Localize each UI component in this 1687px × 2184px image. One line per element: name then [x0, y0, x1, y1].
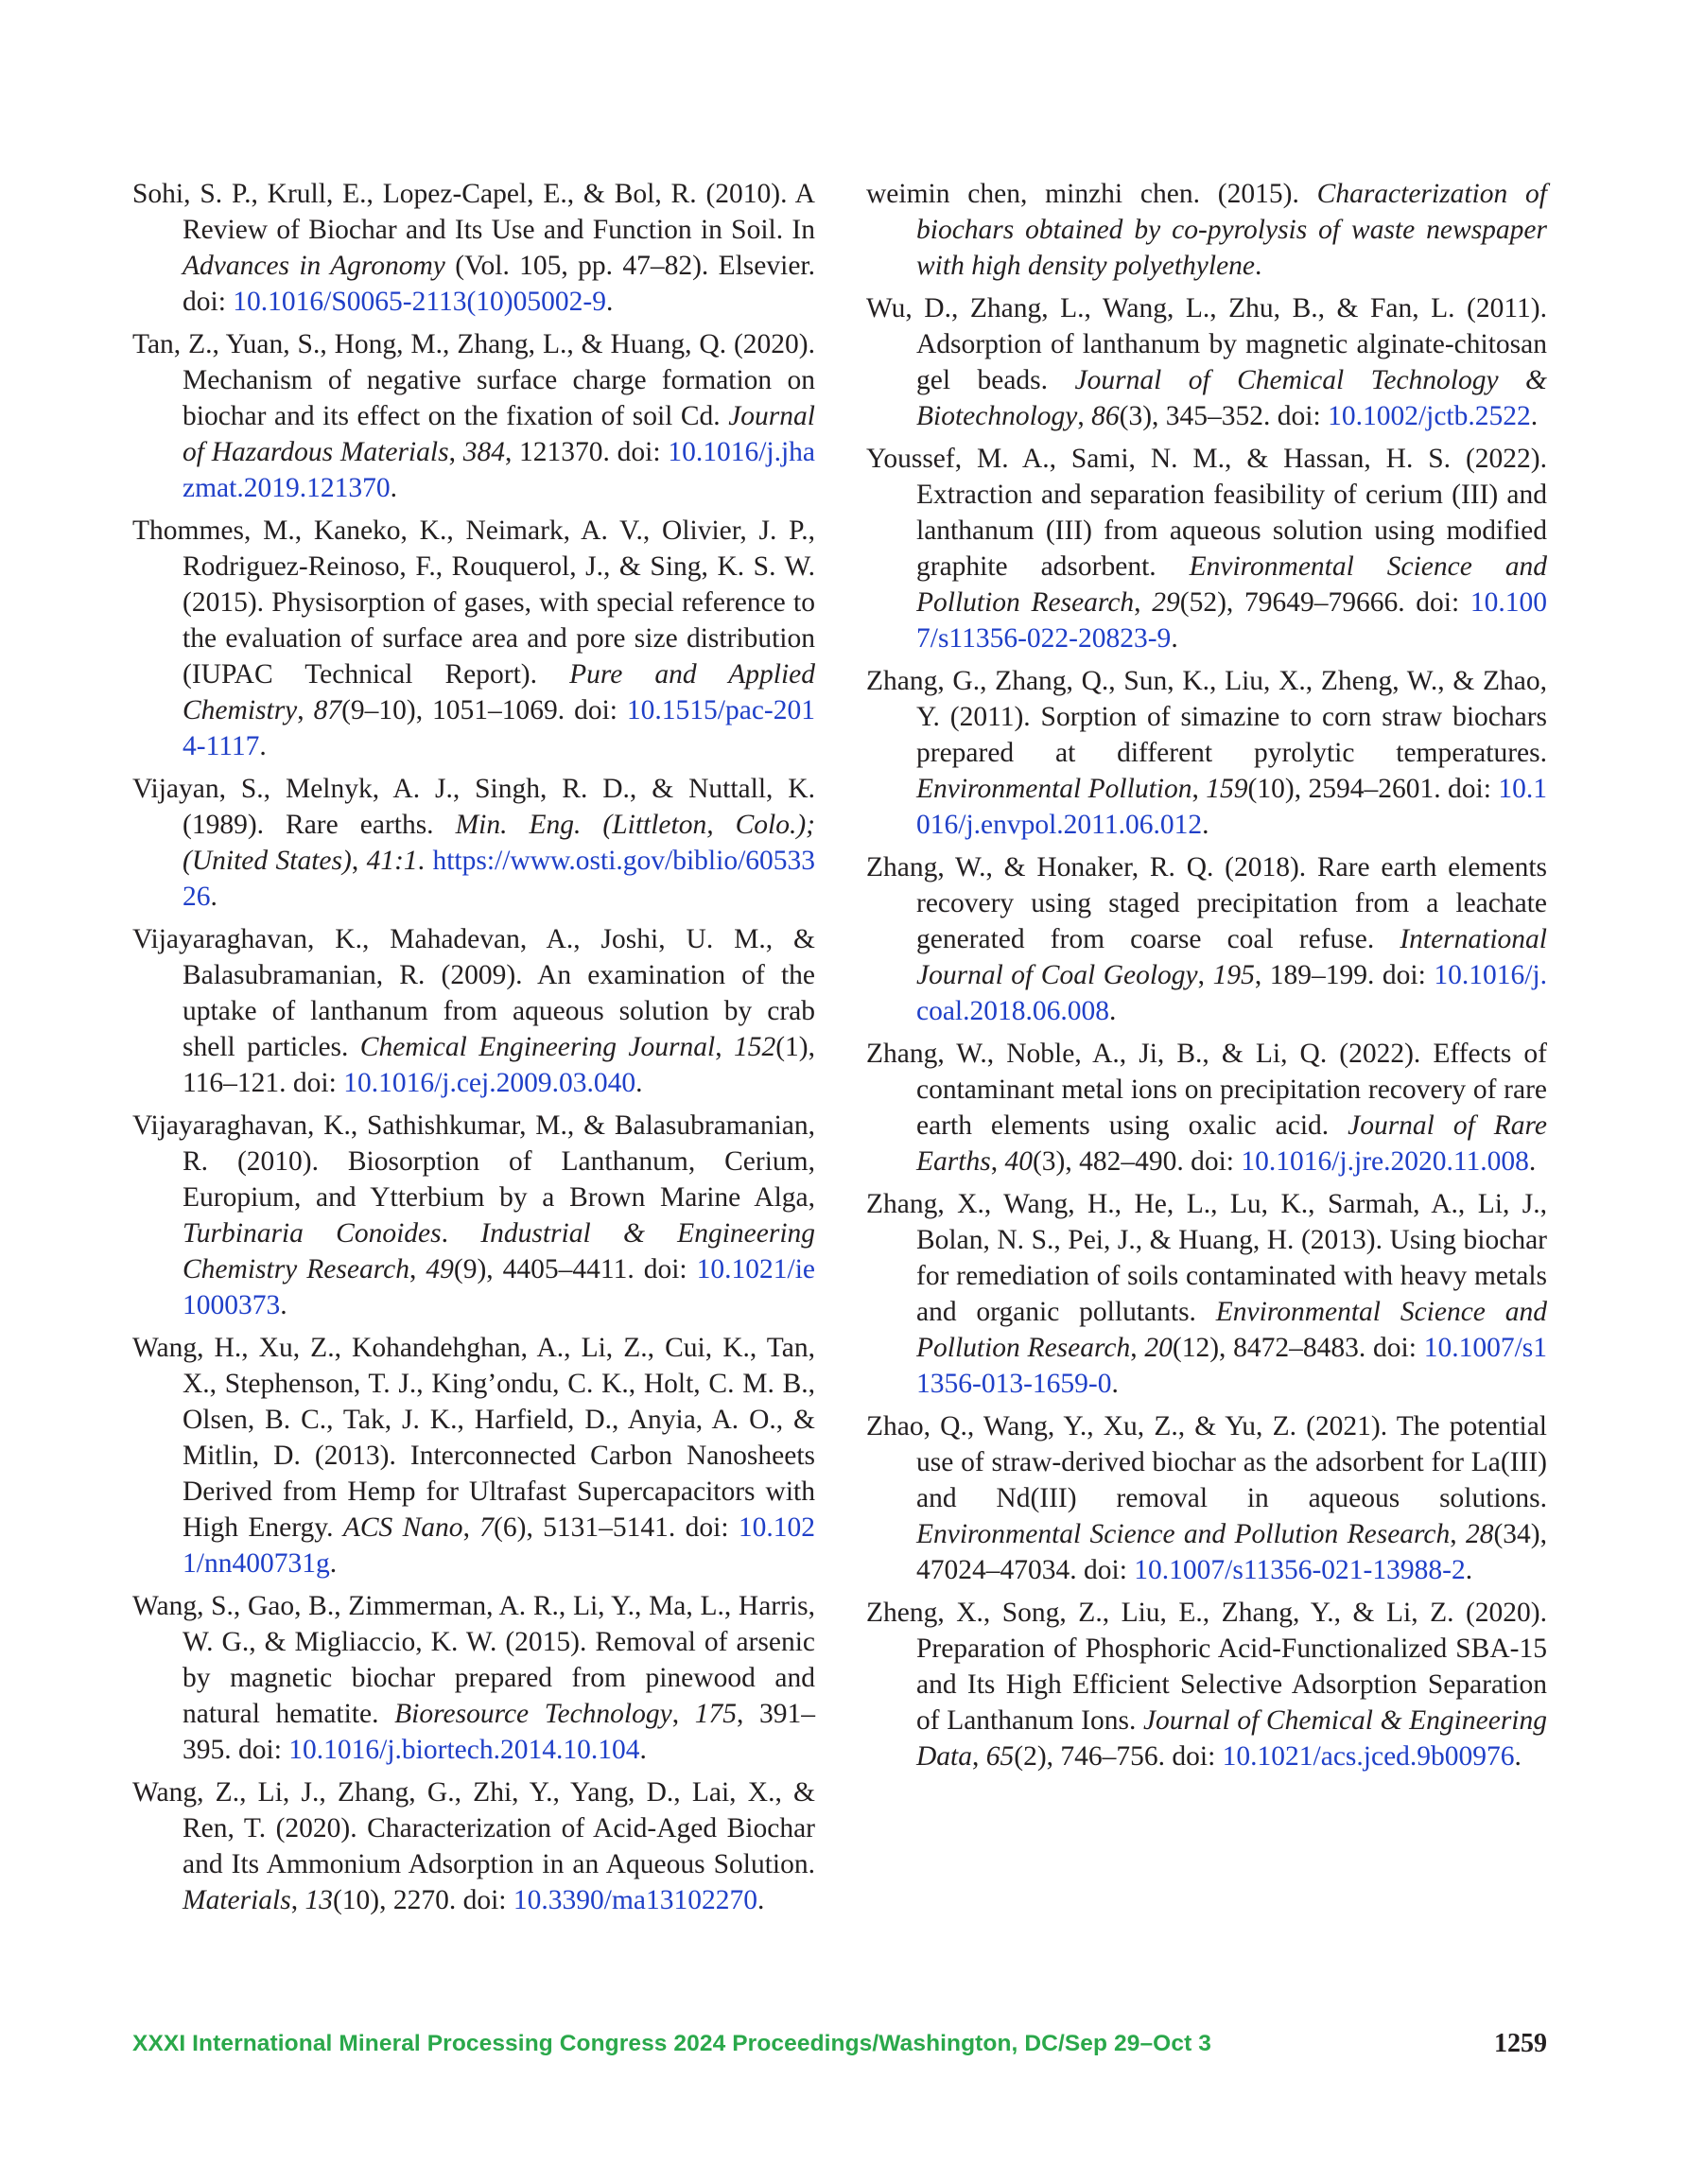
- reference-entry: [866, 849, 1547, 1029]
- reference-text: weimin chen, minzhi chen. (2015).: [866, 179, 1317, 209]
- reference-entry: [132, 176, 815, 320]
- reference-text: ,: [448, 437, 463, 467]
- reference-text: ,: [462, 1512, 480, 1543]
- reference-text: .: [1111, 1369, 1119, 1399]
- reference-doi-link[interactable]: 10.3390/ma13102270: [513, 1885, 758, 1915]
- reference-italic: Industrial & Engineering Chemistry Research: [183, 1218, 816, 1284]
- reference-text: .: [639, 1735, 647, 1765]
- reference-entry: [866, 176, 1547, 284]
- reference-text: (2), 746–756. doi:: [1014, 1741, 1223, 1772]
- reference-text: .: [417, 846, 433, 876]
- reference-text: .: [1171, 623, 1178, 654]
- reference-text: .: [757, 1885, 765, 1915]
- reference-italic: 20: [1144, 1333, 1173, 1363]
- reference-text: .: [390, 473, 397, 503]
- reference-doi-link[interactable]: 10.1016/j.coal.2018.06.008: [916, 960, 1547, 1026]
- references-left-column: [132, 176, 815, 1925]
- reference-text: ,: [409, 1254, 426, 1284]
- reference-text: .: [1202, 810, 1209, 840]
- reference-text: ,: [671, 1699, 695, 1729]
- reference-italic: 384: [462, 437, 505, 467]
- reference-text: ,: [972, 1741, 986, 1772]
- reference-entry: [866, 441, 1547, 656]
- reference-italic: 40: [1004, 1146, 1033, 1177]
- reference-italic: Journal of Rare Earths: [916, 1110, 1547, 1177]
- reference-text: ,: [1191, 774, 1207, 804]
- reference-text: Vijayaraghavan, K., Sathishkumar, M., & Balasubramanian, R. (2010). Biosorption of Lanthanum, Cerium, Europium, and Ytterbium by a Brown Marine Alga,: [132, 1110, 815, 1213]
- reference-italic: Environmental Science and Pollution Research: [916, 551, 1547, 618]
- reference-text: Wang, S., Gao, B., Zimmerman, A. R., Li, Y., Ma, L., Harris, W. G., & Migliaccio, K. W. (2015). Removal of arsenic by magnetic biochar prepared from pinewood and natural hematite.: [132, 1591, 815, 1729]
- reference-text: .: [259, 731, 267, 761]
- reference-text: (10), 2594–2601. doi:: [1247, 774, 1499, 804]
- reference-text: , 121370. doi:: [504, 437, 669, 467]
- reference-text: Zhang, X., Wang, H., He, L., Lu, K., Sarmah, A., Li, J., Bolan, N. S., Pei, J., & Huang, H. (2013). Using biochar for remediation of soils contaminated with heavy metals and organic pollutants.: [866, 1189, 1547, 1327]
- reference-entry: [132, 771, 815, 915]
- reference-text: .: [441, 1218, 481, 1249]
- reference-text: ,: [1134, 587, 1153, 618]
- reference-italic: 13: [304, 1885, 333, 1915]
- reference-entry: [866, 1408, 1547, 1588]
- reference-text: ,: [1450, 1519, 1466, 1549]
- reference-text: ,: [297, 695, 314, 725]
- reference-text: .: [1528, 1146, 1537, 1177]
- footer-proceedings-title: XXXI International Mineral Processing Congress 2024 Proceedings/Washington, DC/Sep 29–Oct 3: [132, 2031, 1211, 2056]
- reference-entry: [866, 290, 1547, 434]
- reference-italic: Min. Eng. (Littleton, Colo.); (United States): [183, 810, 815, 876]
- reference-entry: [132, 1774, 815, 1918]
- reference-italic: 86: [1091, 401, 1120, 431]
- reference-text: Zhao, Q., Wang, Y., Xu, Z., & Yu, Z. (2021). The potential use of straw-derived biochar as the adsorbent for La(III) and Nd(III) removal in aqueous solutions.: [866, 1411, 1547, 1513]
- reference-text: , 189–199. doi:: [1254, 960, 1435, 990]
- reference-doi-link[interactable]: https://www.osti.gov/biblio/6053326: [183, 846, 816, 912]
- reference-doi-link[interactable]: 10.1016/j.envpol.2011.06.012: [916, 774, 1548, 840]
- reference-doi-link[interactable]: 10.1007/s11356-013-1659-0: [916, 1333, 1547, 1399]
- reference-doi-link[interactable]: 10.1021/acs.jced.9b00976: [1222, 1741, 1515, 1772]
- reference-text: .: [1109, 996, 1117, 1026]
- reference-text: (3), 345–352. doi:: [1119, 401, 1329, 431]
- reference-text: .: [605, 287, 614, 317]
- reference-text: .: [280, 1290, 287, 1320]
- reference-text: (1), 116–121. doi:: [183, 1032, 815, 1098]
- reference-italic: 41:1: [366, 846, 418, 876]
- reference-text: ,: [1197, 960, 1213, 990]
- reference-italic: International Journal of Coal Geology: [916, 924, 1547, 990]
- reference-italic: 7: [479, 1512, 495, 1543]
- reference-text: .: [635, 1068, 643, 1098]
- references-right-column: [866, 176, 1547, 1781]
- reference-text: .: [1255, 251, 1262, 281]
- reference-entry: [132, 513, 815, 764]
- reference-italic: Chemical Engineering Journal: [359, 1032, 716, 1062]
- reference-text: .: [210, 882, 217, 912]
- reference-text: Tan, Z., Yuan, S., Hong, M., Zhang, L., & Huang, Q. (2020). Mechanism of negative surface charge formation on biochar and its effect on the fixation of soil Cd.: [132, 329, 815, 431]
- reference-text: ,: [1077, 401, 1092, 431]
- reference-italic: 159: [1206, 774, 1248, 804]
- reference-text: Zhang, G., Zhang, Q., Sun, K., Liu, X., Zheng, W., & Zhao, Y. (2011). Sorption of simazine to corn straw biochars prepared at different pyrolytic temperatures.: [866, 666, 1547, 768]
- reference-italic: Pure and Applied Chemistry: [183, 659, 815, 725]
- reference-doi-link[interactable]: 10.1007/s11356-022-20823-9: [916, 587, 1547, 654]
- reference-doi-link[interactable]: 10.1021/ie1000373: [183, 1254, 816, 1320]
- reference-italic: 87: [313, 695, 342, 725]
- reference-text: ,: [715, 1032, 734, 1062]
- reference-text: ,: [1130, 1333, 1145, 1363]
- reference-text: .: [1530, 401, 1539, 431]
- reference-italic: Bioresource Technology: [394, 1699, 672, 1729]
- reference-italic: 49: [426, 1254, 454, 1284]
- reference-entry: [132, 1588, 815, 1768]
- reference-text: (52), 79649–79666. doi:: [1179, 587, 1470, 618]
- reference-doi-link[interactable]: 10.1021/nn400731g: [183, 1512, 816, 1579]
- reference-text: (6), 5131–5141. doi:: [494, 1512, 739, 1543]
- reference-text: Zheng, X., Song, Z., Liu, E., Zhang, Y., & Li, Z. (2020). Preparation of Phosphoric Acid-Functionalized SBA-15 and Its High Efficient Selective Adsorption Separation of Lanthanum Ions.: [866, 1598, 1547, 1736]
- page-number: 1259: [1494, 2029, 1547, 2058]
- reference-doi-link[interactable]: 10.1016/j.biortech.2014.10.104: [288, 1735, 640, 1765]
- reference-doi-link[interactable]: 10.1016/j.cej.2009.03.040: [343, 1068, 636, 1098]
- reference-italic: 175: [694, 1699, 737, 1729]
- reference-italic: Materials: [183, 1885, 291, 1915]
- reference-italic: ACS Nano: [342, 1512, 463, 1543]
- reference-text: .: [1465, 1555, 1473, 1585]
- reference-italic: 29: [1152, 587, 1180, 618]
- reference-italic: Characterization of biochars obtained by co-pyrolysis of waste newspaper with high density polyethylene: [916, 179, 1547, 281]
- reference-italic: Journal of Chemical Technology & Biotechnology: [916, 365, 1547, 431]
- reference-italic: Environmental Science and Pollution Research: [916, 1519, 1451, 1549]
- reference-text: ,: [351, 846, 367, 876]
- reference-italic: Turbinaria Conoides: [183, 1218, 442, 1249]
- reference-text: ,: [290, 1885, 305, 1915]
- reference-text: (Vol. 105, pp. 47–82). Elsevier. doi:: [183, 251, 815, 317]
- reference-entry: [866, 663, 1547, 843]
- reference-text: .: [329, 1548, 338, 1579]
- reference-text: .: [1514, 1741, 1522, 1772]
- reference-text: Wu, D., Zhang, L., Wang, L., Zhu, B., & Fan, L. (2011). Adsorption of lanthanum by magnetic alginate-chitosan gel beads.: [866, 293, 1547, 395]
- reference-entry: [132, 1330, 815, 1581]
- reference-text: Vijayaraghavan, K., Mahadevan, A., Joshi, U. M., & Balasubramanian, R. (2009). An examination of the uptake of lanthanum from aqueous solution by crab shell particles.: [132, 924, 815, 1062]
- reference-doi-link[interactable]: 10.1007/s11356-021-13988-2: [1134, 1555, 1466, 1585]
- reference-italic: 152: [733, 1032, 776, 1062]
- reference-text: (3), 482–490. doi:: [1032, 1146, 1242, 1177]
- reference-doi-link[interactable]: 10.1515/pac-2014-1117: [183, 695, 816, 761]
- reference-entry: [866, 1036, 1547, 1179]
- reference-text: Vijayan, S., Melnyk, A. J., Singh, R. D., & Nuttall, K. (1989). Rare earths.: [132, 774, 815, 840]
- reference-text: Sohi, S. P., Krull, E., Lopez-Capel, E., & Bol, R. (2010). A Review of Biochar and Its Use and Function in Soil. In: [132, 179, 815, 245]
- reference-text: (12), 8472–8483. doi:: [1172, 1333, 1424, 1363]
- reference-doi-link[interactable]: 10.1016/j.jhazmat.2019.121370: [183, 437, 816, 503]
- reference-italic: Advances in Agronomy: [183, 251, 445, 281]
- reference-text: Zhang, W., & Honaker, R. Q. (2018). Rare earth elements recovery using staged precipitation from a leachate generated from coarse coal refuse.: [866, 852, 1547, 954]
- reference-italic: 195: [1212, 960, 1255, 990]
- reference-text: , 391–395. doi:: [183, 1699, 816, 1765]
- reference-text: (10), 2270. doi:: [332, 1885, 513, 1915]
- reference-italic: 65: [985, 1741, 1015, 1772]
- reference-text: Wang, H., Xu, Z., Kohandehghan, A., Li, Z., Cui, K., Tan, X., Stephenson, T. J., King’ondu, C. K., Holt, C. M. B., Olsen, B. C., Tak, J. K., Harfield, D., Anyia, A. O., & Mitlin, D. (2013). Interconnected Carbon Nanosheets Derived from Hemp for Ultrafast Supercapacitors with High Energy.: [132, 1333, 815, 1543]
- reference-text: ,: [990, 1146, 1005, 1177]
- reference-text: Youssef, M. A., Sami, N. M., & Hassan, H. S. (2022). Extraction and separation feasibility of cerium (III) and lanthanum (III) from aqueous solution using modified graphite adsorbent.: [866, 444, 1547, 582]
- reference-text: Thommes, M., Kaneko, K., Neimark, A. V., Olivier, J. P., Rodriguez-Reinoso, F., Rouquerol, J., & Sing, K. S. W. (2015). Physisorption of gases, with special reference to the evaluation of surface area and pore size distribution (IUPAC Technical Report).: [132, 515, 815, 690]
- reference-entry: [132, 921, 815, 1101]
- reference-italic: Journal of Chemical & Engineering Data: [916, 1705, 1547, 1772]
- reference-entry: [132, 326, 815, 506]
- reference-text: (9), 4405–4411. doi:: [453, 1254, 697, 1284]
- reference-italic: 28: [1465, 1519, 1494, 1549]
- reference-text: (34), 47024–47034. doi:: [916, 1519, 1547, 1585]
- reference-text: (9–10), 1051–1069. doi:: [341, 695, 627, 725]
- reference-text: Wang, Z., Li, J., Zhang, G., Zhi, Y., Yang, D., Lai, X., & Ren, T. (2020). Characterization of Acid-Aged Biochar and Its Ammonium Adsorption in an Aqueous Solution.: [132, 1777, 815, 1879]
- reference-italic: Environmental Pollution: [916, 774, 1192, 804]
- page-footer: [132, 2031, 1547, 2069]
- reference-italic: Journal of Hazardous Materials: [183, 401, 815, 467]
- reference-entry: [132, 1108, 815, 1323]
- reference-entry: [866, 1595, 1547, 1774]
- reference-text: Zhang, W., Noble, A., Ji, B., & Li, Q. (2022). Effects of contaminant metal ions on precipitation recovery of rare earth elements using oxalic acid.: [866, 1039, 1547, 1141]
- reference-italic: Environmental Science and Pollution Research: [916, 1297, 1547, 1363]
- reference-doi-link[interactable]: 10.1016/j.jre.2020.11.008: [1241, 1146, 1529, 1177]
- reference-entry: [866, 1186, 1547, 1402]
- reference-doi-link[interactable]: 10.1002/jctb.2522: [1328, 401, 1531, 431]
- reference-doi-link[interactable]: 10.1016/S0065-2113(10)05002-9: [233, 287, 606, 317]
